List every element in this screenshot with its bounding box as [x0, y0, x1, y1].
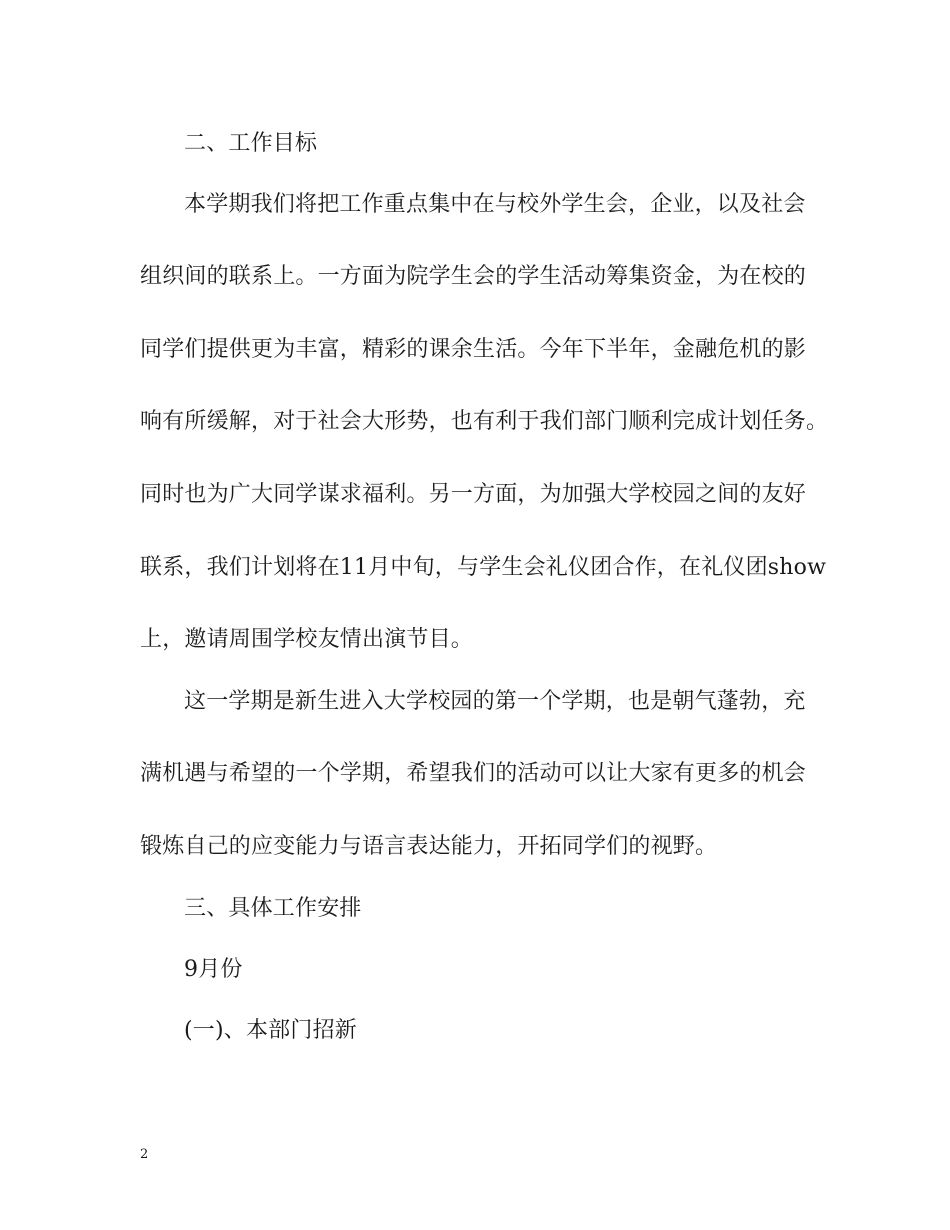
subheading-recruitment: (一)、本部门招新 — [184, 1018, 357, 1043]
paragraph-line: 本学期我们将把工作重点集中在与校外学生会，企业，以及社会 — [184, 192, 806, 217]
section-heading-arrangement: 三、具体工作安排 — [184, 896, 362, 921]
paragraph-line: 联系，我们计划将在11月中旬，与学生会礼仪团合作，在礼仪团show — [140, 555, 827, 580]
paragraph-line: 这一学期是新生进入大学校园的第一个学期，也是朝气蓬勃，充 — [184, 689, 806, 714]
paragraph-line: 上，邀请周围学校友情出演节目。 — [140, 627, 474, 652]
paragraph-line: 组织间的联系上。一方面为院学生会的学生活动筹集资金，为在校的 — [140, 264, 807, 289]
page-number: 2 — [140, 1147, 149, 1162]
paragraph-line: 同学们提供更为丰富，精彩的课余生活。今年下半年，金融危机的影 — [140, 337, 807, 362]
paragraph-line: 满机遇与希望的一个学期，希望我们的活动可以让大家有更多的机会 — [140, 761, 807, 786]
paragraph-line: 同时也为广大同学谋求福利。另一方面，为加强大学校园之间的友好 — [140, 482, 807, 507]
subheading-month: 9月份 — [184, 957, 243, 982]
paragraph-line: 响有所缓解，对于社会大形势，也有利于我们部门顺利完成计划任务。 — [140, 409, 829, 434]
paragraph-line: 锻炼自己的应变能力与语言表达能力，开拓同学们的视野。 — [140, 834, 718, 859]
section-heading-goals: 二、工作目标 — [184, 131, 318, 156]
